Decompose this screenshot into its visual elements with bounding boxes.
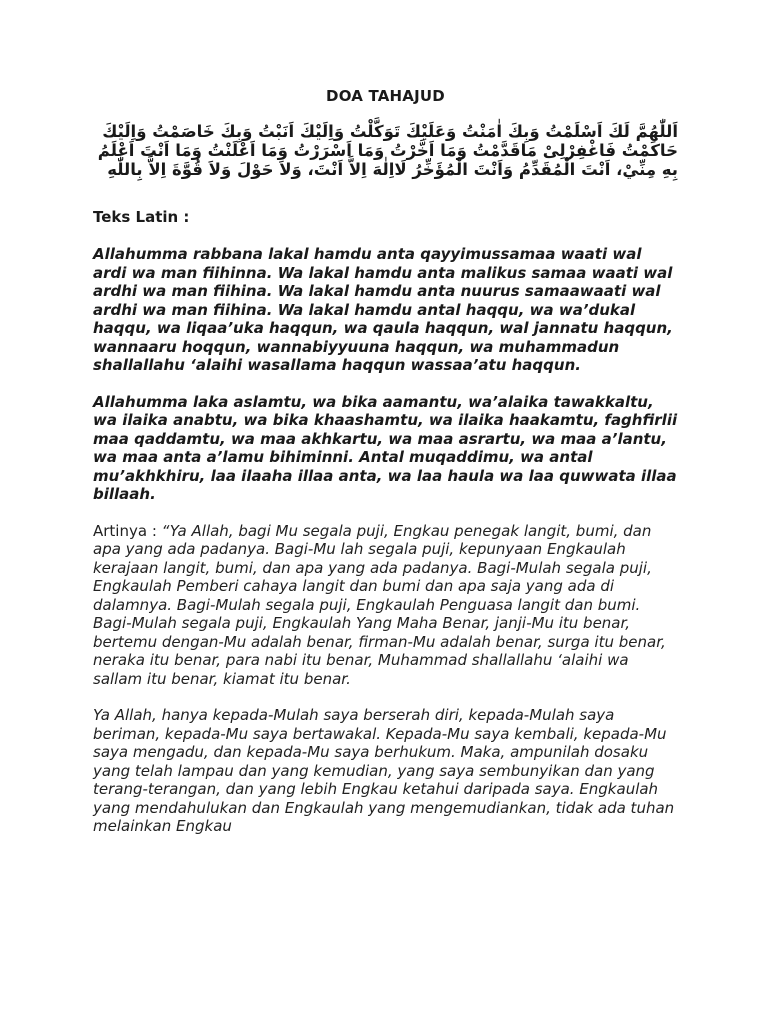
document-title: DOA TAHAJUD xyxy=(326,87,445,105)
translation-label: Artinya : xyxy=(93,521,162,540)
translation-paragraph-1 xyxy=(93,522,678,689)
translation-paragraph-2: Ya Allah, hanya kepada-Mulah saya berserah diri, kepada-Mulah saya beriman, kepada-Mu saya bertawakal. Kepada-Mu saya kembali, kepada-Mu saya mengadu, dan kepada-Mu saya berhukum. Maka, ampunilah dosaku yang telah lampau dan yang kemudian, yang saya sembunyikan dan yang terang-terangan, dan yang lebih Engkau ketahui daripada saya. Engkaulah yang mendahulukan dan Engkaulah yang mengemudiankan, tidak ada tuhan melainkan Engkau xyxy=(93,706,675,835)
translation-text-1: “Ya Allah, bagi Mu segala puji, Engkau penegak langit, bumi, dan apa yang ada padanya. Bagi-Mu lah segala puji, kepunyaan Engkaulah kerajaan langit, bumi, dan apa yang ada padanya. Bagi-Mulah segala puji, Engkaulah Pemberi cahaya langit dan bumi dan apa saja yang ada di dalamnya. Bagi-Mulah segala puji, Engkaulah Penguasa langit dan bumi. Bagi-Mulah segala puji, Engkaulah Yang Maha Benar, janji-Mu itu benar, bertemu dengan-Mu adalah benar, firman-Mu adalah benar, surga itu benar, neraka itu benar, para nabi itu benar, Muhammad shallallahu ‘alaihi wa sallam itu benar, kiamat itu benar. xyxy=(93,521,666,688)
document-page xyxy=(93,86,678,854)
latin-paragraph-1: Allahumma rabbana lakal hamdu anta qayyimussamaa waati wal ardi wa man fiihinna. Wa lakal hamdu anta malikus samaa waati wal ardhi wa man fiihina. Wa lakal hamdu anta nuurus samaawaati wal ardhi wa man fiihina. Wa lakal hamdu antal haqqu, wa wa’dukal haqqu, wa liqaa’uka haqqun, wa qaula haqqun, wal jannatu haqqun, wannaaru hoqqun, wannabiyyuuna haqqun, wa muhammadun shallallahu ‘alaihi wasallama haqqun wassaa’atu haqqun. xyxy=(93,245,673,374)
latin-text-label: Teks Latin : xyxy=(93,208,190,226)
arabic-prayer-text: اَللّٰهُمَّ لَكَ اَسْلَمْتُ وَبِكَ اٰمَنْتُ وَعَلَيْكَ تَوَكَّلْتُ وَاِلَيْكَ اَنَبْتُ وَبِكَ خَاصَمْتُ وَاِلَيْكَ حَاكَمْتُ فَاغْفِرْلِىْ مَاقَدَّمْتُ وَمَا اَخَّرْتُ وَمَا اَسْرَرْتُ وَمَا اَعْلَنْتُ وَمَا اَنْتَ اَعْلَمُ بِهِ مِنِّيْ، اَنْتَ الْمُقَدِّمُ وَاَنْتَ الْمُؤَخِّرُ لَااِلٰهَ اِلاَّ اَنْتَ، وَلاَ حَوْلَ وَلاَ قُوَّةَ اِلاَّ بِاللّٰهِ xyxy=(97,122,678,179)
latin-paragraph-2: Allahumma laka aslamtu, wa bika aamantu, wa’alaika tawakkaltu, wa ilaika anabtu, wa bika khaashamtu, wa ilaika haakamtu, faghfirlii maa qaddamtu, wa maa akhkartu, wa maa asrartu, wa maa a’lantu, wa maa anta a’lamu bihiminni. Antal muqaddimu, wa antal mu’akhkhiru, laa ilaaha illaa anta, wa laa haula wa laa quwwata illaa billaah. xyxy=(93,392,678,503)
